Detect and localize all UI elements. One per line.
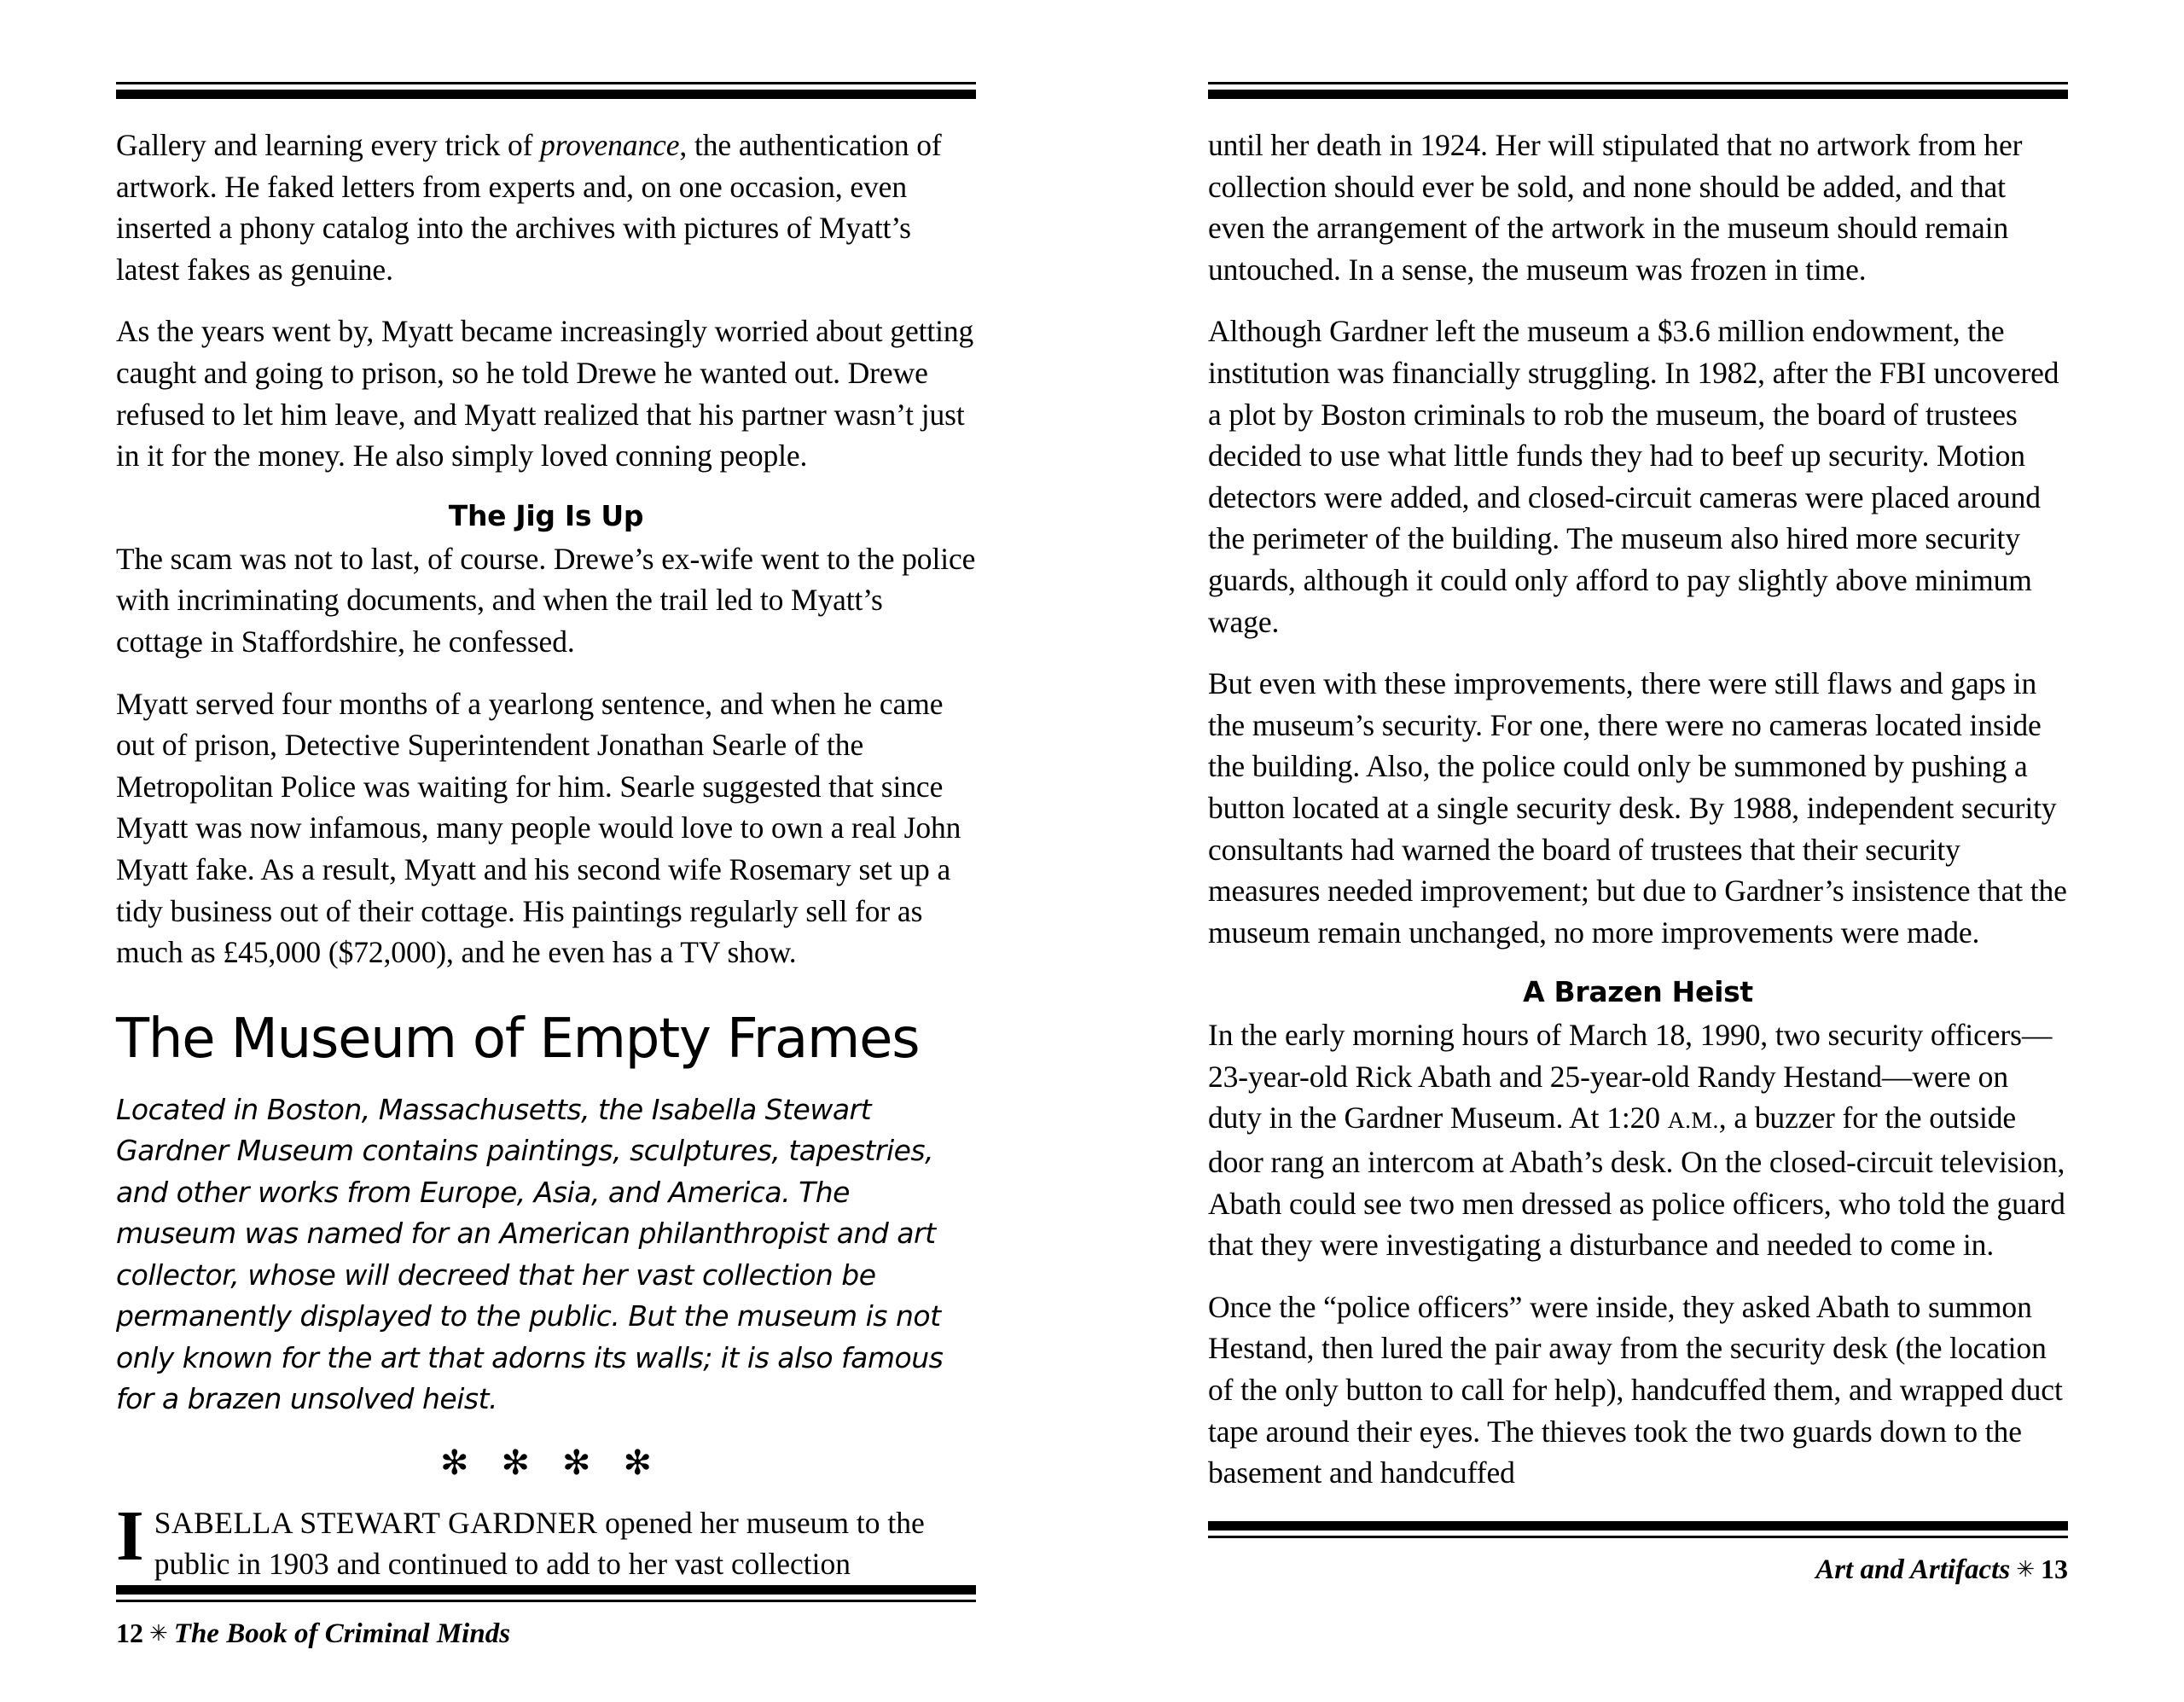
section-subheading: The Jig Is Up <box>448 498 644 532</box>
chapter-title: The Museum of Empty Frames <box>116 1007 920 1071</box>
italic-run: provenance <box>540 128 680 162</box>
text-run: In the early morning hours of March 18, 1990, two security officers—23-year-old Rick Abath and 25-year-old Randy Hestand—were on duty in the Gardner Museum. At 1:20 <box>1208 1018 2053 1136</box>
text-run: opened her museum to the public in 1903 and continued to add to her vast collection <box>154 1505 925 1582</box>
small-caps-lead: SABELLA STEWART GARDNER <box>154 1505 598 1540</box>
right-page <box>1092 0 2184 1638</box>
text-run: , a buzzer for the outside door rang an intercom at Abath’s desk. On the closed-circuit television, Abath could see two men dressed as police officers, who told the guard that they were investigating a disturbance and needed to come in. <box>1208 1101 2065 1263</box>
chapter-deck: Located in Boston, Massachusetts, the Isabella Stewart Gardner Museum contains paintings, sculptures, tapestries, and other works from Europe, Asia, and America. The museum was named for an American philanthropist and art collector, whose will decreed that her vast collection be permanently displayed to the public. But the museum is not only known for the art that adorns its walls; it is also famous for a brazen unsolved heist. <box>116 1092 944 1416</box>
right-footer-line <box>1208 1538 2068 1590</box>
paragraph: until her death in 1924. Her will stipulated that no artwork from her collection should ever be sold, and none should be added, and that even the arrangement of the artwork in the museum should remain untouched. In a sense, the museum was frozen in time. <box>1208 128 2023 287</box>
ornament-asterisk-icon: ✻ <box>439 1443 502 1483</box>
left-page-top-rule <box>116 82 976 99</box>
paragraph: As the years went by, Myatt became increasingly worried about getting caught and going to prison, so he told Drewe he wanted out. Drewe refused to let him leave, and Myatt realized that his partner wasn’t just in it for the money. He also simply loved conning people. <box>116 314 974 473</box>
section-subheading: A Brazen Heist <box>1523 975 1753 1009</box>
opening-paragraph <box>116 1496 976 1585</box>
page-number: 13 <box>2041 1554 2068 1584</box>
paragraph: Once the “police officers” were inside, they asked Abath to summon Hestand, then lured the pair away from the security desk (the location of the only button to call for help), handcuffed them, and wrapped duct tape around their eyes. The thieves took the two guards down to the basement and handcuffed <box>1208 1289 2063 1490</box>
ornament-asterisk-icon: ✻ <box>623 1443 685 1483</box>
running-head: Art and Artifacts <box>1815 1554 2011 1585</box>
asterisk-ornament-icon: ✳ <box>149 1620 168 1647</box>
asterisk-ornament-icon: ✳ <box>2016 1557 2035 1583</box>
right-page-bottom-rule <box>1208 1521 2068 1538</box>
text-run: , the authentication of artwork. He faked letters from experts and, on one occasion, even inserted a phony catalog into the archives with pictures of Myatt’s latest fakes as genuine. <box>116 128 942 287</box>
left-page-bottom-rule <box>116 1585 976 1602</box>
right-page-text-column <box>1208 99 2068 1521</box>
page-number: 12 <box>116 1617 143 1648</box>
smallcaps-run: A.M. <box>1667 1107 1719 1134</box>
right-page-top-rule <box>1208 82 2068 99</box>
paragraph: Myatt served four months of a yearlong sentence, and when he came out of prison, Detective Superintendent Jonathan Searle of the Metropolitan Police was waiting for him. Searle suggested that since Myatt was now infamous, many people would love to own a real John Myatt fake. As a result, Myatt and his second wife Rosemary set up a tidy business out of their cottage. His paintings regularly sell for as much as £45,000 ($72,000), and he even has a TV show. <box>116 686 961 970</box>
paragraph: Although Gardner left the museum a $3.6 million endowment, the institution was financially struggling. In 1982, after the FBI uncovered a plot by Boston criminals to rob the museum, the board of trustees decided to use what little funds they had to beef up security. Motion detectors were added, and closed-circuit cameras were placed around the perimeter of the building. The museum also hired more security guards, although it could only afford to pay slightly above minimum wage. <box>1208 314 2059 639</box>
text-run: Gallery and learning every trick of <box>116 128 541 162</box>
left-page-footer <box>116 1585 976 1702</box>
left-footer-line <box>116 1602 976 1654</box>
paragraph <box>116 125 976 290</box>
ornament-asterisk-icon: ✻ <box>562 1443 624 1483</box>
right-page-footer <box>1208 1521 2068 1638</box>
left-page-text-column <box>116 99 976 1585</box>
running-head: The Book of Criminal Minds <box>173 1618 511 1649</box>
paragraph: But even with these improvements, there were still flaws and gaps in the museum’s security. For one, there were no cameras located inside the building. Also, the police could only be summoned by pushing a button located at a single security desk. By 1988, independent security consultants had warned the board of trustees that their security measures needed improvement; but due to Gardner’s insistence that the museum remain unchanged, no more improvements were made. <box>1208 666 2067 950</box>
paragraph <box>1208 1014 2068 1266</box>
drop-cap: I <box>116 1496 144 1576</box>
ornament-asterisk-icon: ✻ <box>501 1443 562 1483</box>
left-page <box>0 0 1092 1649</box>
ornament-divider <box>116 1439 976 1487</box>
paragraph: The scam was not to last, of course. Drewe’s ex-wife went to the police with incriminating documents, and when the trail led to Myatt’s cottage in Staffordshire, he confessed. <box>116 541 976 659</box>
